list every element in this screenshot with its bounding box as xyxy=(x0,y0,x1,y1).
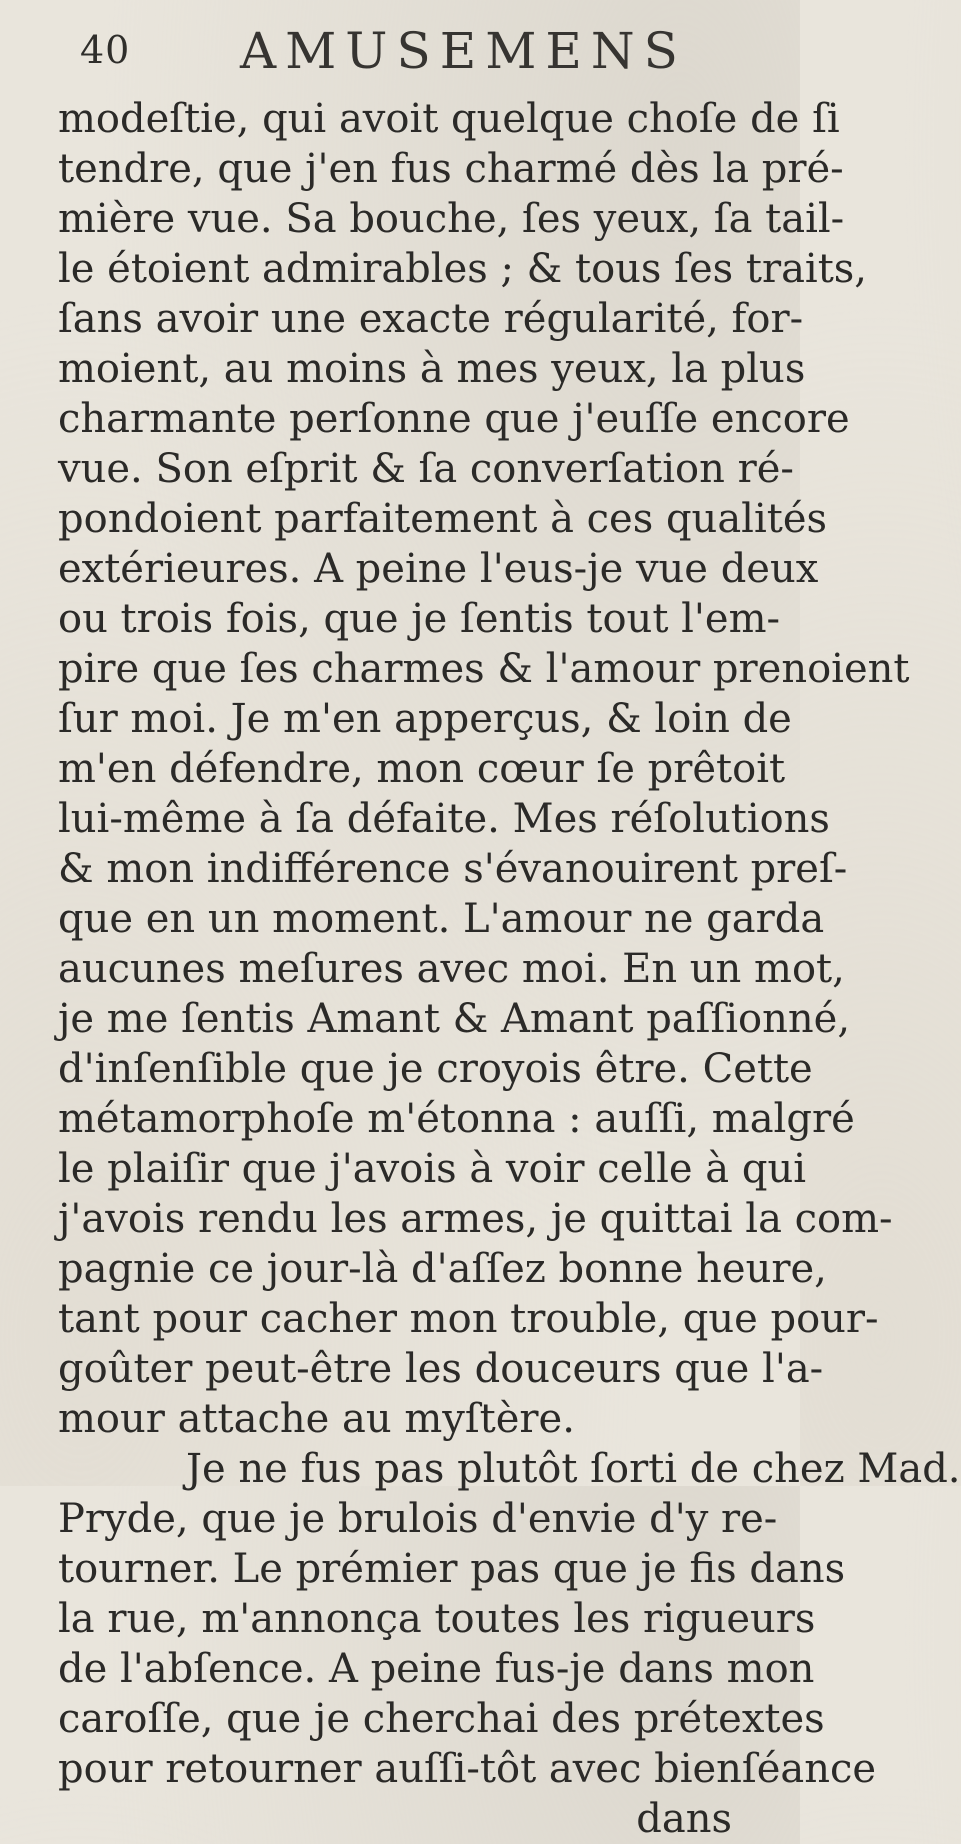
text-line: aucunes meſures avec moi. En un mot, xyxy=(58,946,845,992)
text-line: pour retourner auſſi-tôt avec bienſéance xyxy=(58,1746,877,1792)
page-header xyxy=(58,20,760,94)
text-line: je me ſentis Amant & Amant paſſionné, xyxy=(58,996,851,1042)
text-line: pondoient parfaitement à ces qualités xyxy=(58,496,828,542)
text-line: pagnie ce jour-là d'aſſez bonne heure, xyxy=(58,1246,827,1292)
text-line: moient, au moins à mes yeux, la plus xyxy=(58,346,806,392)
text-line: d'inſenſible que je croyois être. Cette xyxy=(58,1046,813,1092)
text-line: tendre, que j'en fus charmé dès la pré- xyxy=(58,146,844,192)
text-line: modeſtie, qui avoit quelque choſe de ſi xyxy=(58,96,840,142)
text-line: & mon indifférence s'évanouirent preſ- xyxy=(58,846,848,892)
running-title: AMUSEMENS xyxy=(240,22,687,80)
text-line: goûter peut-être les douceurs que l'a- xyxy=(58,1346,824,1392)
text-line: m'en défendre, mon cœur ſe prêtoit xyxy=(58,746,786,792)
text-line: métamorphoſe m'étonna : auſſi, malgré xyxy=(58,1096,855,1142)
text-line: charmante perſonne que j'euſſe encore xyxy=(58,396,850,442)
text-line: mière vue. Sa bouche, ſes yeux, ſa tail- xyxy=(58,196,845,242)
text-line: le étoient admirables ; & tous ſes traits, xyxy=(58,246,868,292)
page-number: 40 xyxy=(80,28,131,72)
text-line: caroſſe, que je cherchai des prétextes xyxy=(58,1696,825,1742)
text-line: Pryde, que je brulois d'envie d'y re- xyxy=(58,1496,778,1542)
text-line: que en un moment. L'amour ne garda xyxy=(58,896,825,942)
text-line: tant pour cacher mon trouble, que pour- xyxy=(58,1296,879,1342)
text-line: vue. Son eſprit & ſa converſation ré- xyxy=(58,446,794,492)
paragraph-start-line: Je ne fus pas plutôt ſorti de chez Mad. xyxy=(186,1446,961,1492)
body-text xyxy=(58,94,961,1844)
text-line: lui-même à ſa défaite. Mes réſolutions xyxy=(58,796,830,842)
text-line: la rue, m'annonça toutes les rigueurs xyxy=(58,1596,816,1642)
text-line: mour attache au myſtère. xyxy=(58,1396,575,1442)
text-line: extérieures. A peine l'eus-je vue deux xyxy=(58,546,819,592)
text-line: j'avois rendu les armes, je quittai la com- xyxy=(58,1196,893,1242)
text-line: ſans avoir une exacte régularité, for- xyxy=(58,296,804,342)
text-line: pire que ſes charmes & l'amour prenoient xyxy=(58,646,910,692)
text-line: ou trois fois, que je ſentis tout l'em- xyxy=(58,596,781,642)
text-line: de l'abſence. A peine fus-je dans mon xyxy=(58,1646,815,1692)
text-line: tourner. Le prémier pas que je fis dans xyxy=(58,1546,846,1592)
text-line: le plaiſir que j'avois à voir celle à qui xyxy=(58,1146,807,1192)
text-line: ſur moi. Je m'en apperçus, & loin de xyxy=(58,696,792,742)
catchword: dans xyxy=(636,1796,732,1842)
